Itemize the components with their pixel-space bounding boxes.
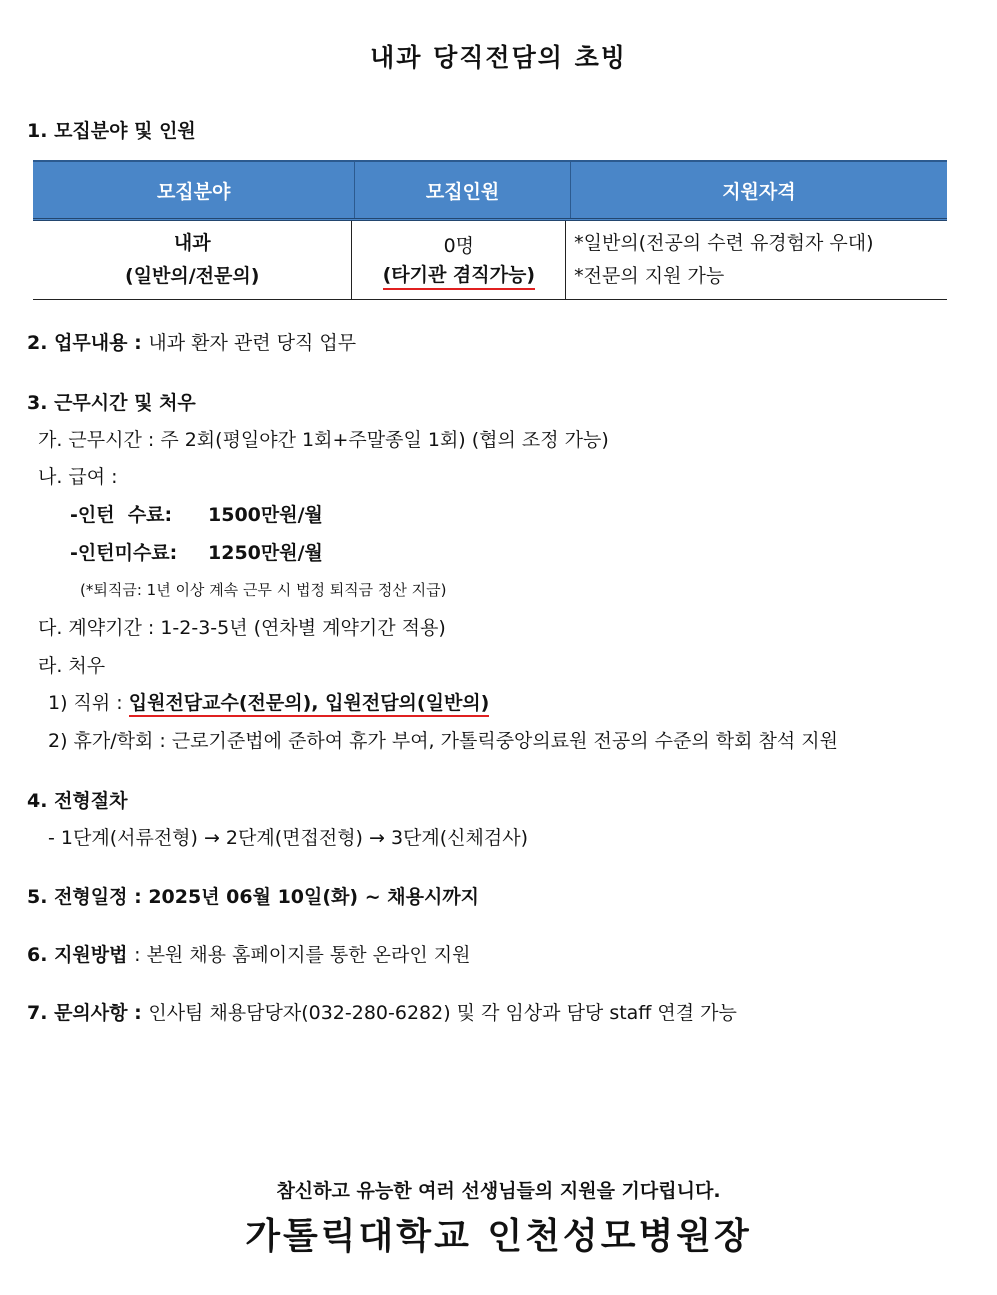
count-line-1: 0명 — [443, 235, 475, 257]
header-qualification: 지원자격 — [722, 180, 796, 203]
section-5-text: 전형일정 : 2025년 06월 10일(화) ~ 채용시까지 — [54, 886, 480, 908]
count-line-2: (타기관 겸직가능) — [383, 263, 535, 290]
position — [48, 688, 489, 715]
salary-intern-complete — [70, 500, 323, 527]
recruitment-table — [33, 160, 947, 300]
table-row — [33, 221, 947, 300]
section-5 — [27, 882, 479, 909]
section-7-label: 문의사항 : — [54, 1002, 142, 1024]
closing-message: 참신하고 유능한 여러 선생님들의 지원을 기다립니다. — [276, 1180, 721, 1202]
section-3-heading — [27, 388, 196, 415]
section-4-heading — [27, 786, 128, 813]
section-3-title: 근무시간 및 처우 — [54, 392, 196, 414]
cell-qualification — [566, 221, 947, 299]
section-4-number: 4. — [27, 790, 48, 812]
qual-line-2: *전문의 지원 가능 — [574, 265, 725, 287]
section-3-number: 3. — [27, 392, 48, 414]
field-line-1: 내과 — [173, 232, 211, 254]
section-4-title: 전형절차 — [54, 790, 128, 812]
table-header-row — [33, 160, 947, 221]
section-2-number: 2. — [27, 332, 48, 354]
leave-conference: 2) 휴가/학회 : 근로기준법에 준하여 휴가 부여, 가톨릭중앙의료원 전공의 수준의 학회 참석 지원 — [48, 730, 838, 752]
work-hours: 가. 근무시간 : 주 2회(평일야간 1회+주말종일 1회) (협의 조정 가능) — [38, 429, 609, 451]
contract-period: 다. 계약기간 : 1-2-3-5년 (연차별 계약기간 적용) — [38, 617, 446, 639]
qual-line-1: *일반의(전공의 수련 유경험자 우대) — [574, 232, 874, 254]
section-2-text: 내과 환자 관련 당직 업무 — [148, 332, 357, 354]
section-1-title: 모집분야 및 인원 — [54, 120, 196, 142]
pay1-label: -인턴 수료: — [70, 504, 173, 526]
organization-name: 가톨릭대학교 인천성모병원장 — [245, 1216, 752, 1257]
section-6-number: 6. — [27, 944, 48, 966]
severance-note: (*퇴직금: 1년 이상 계속 근무 시 법정 퇴직금 정산 지급) — [80, 581, 447, 599]
pay2-value: 1250만원/월 — [208, 542, 323, 564]
salary-intern-incomplete — [70, 538, 323, 565]
position-value: 입원전담교수(전문의), 입원전담의(일반의) — [129, 692, 490, 717]
pay1-value: 1500만원/월 — [208, 504, 323, 526]
section-6-label: 지원방법 — [54, 944, 128, 966]
header-count: 모집인원 — [355, 162, 571, 218]
section-6 — [27, 940, 470, 967]
page-title: 내과 당직전담의 초빙 — [370, 43, 627, 72]
position-label: 1) 직위 : — [48, 692, 123, 714]
cell-field — [33, 221, 352, 299]
section-2-label: 업무내용 : — [54, 332, 142, 354]
section-5-number: 5. — [27, 886, 48, 908]
section-6-text: : 본원 채용 홈페이지를 통한 온라인 지원 — [134, 944, 471, 966]
cell-count — [352, 221, 566, 299]
section-7 — [27, 998, 737, 1025]
header-field: 모집분야 — [33, 162, 355, 218]
pay2-label: -인턴미수료: — [70, 542, 178, 564]
section-1-heading — [27, 116, 196, 143]
section-2 — [27, 328, 356, 355]
salary-label: 나. 급여 : — [38, 466, 118, 488]
field-line-2: (일반의/전문의) — [125, 265, 260, 287]
section-7-text: 인사팀 채용담당자(032-280-6282) 및 각 임상과 담당 staff 연결 가능 — [148, 1002, 737, 1024]
selection-steps: - 1단계(서류전형) → 2단계(면접전형) → 3단계(신체검사) — [48, 827, 529, 849]
benefits-label: 라. 처우 — [38, 655, 106, 677]
section-1-number: 1. — [27, 120, 48, 142]
section-7-number: 7. — [27, 1002, 48, 1024]
